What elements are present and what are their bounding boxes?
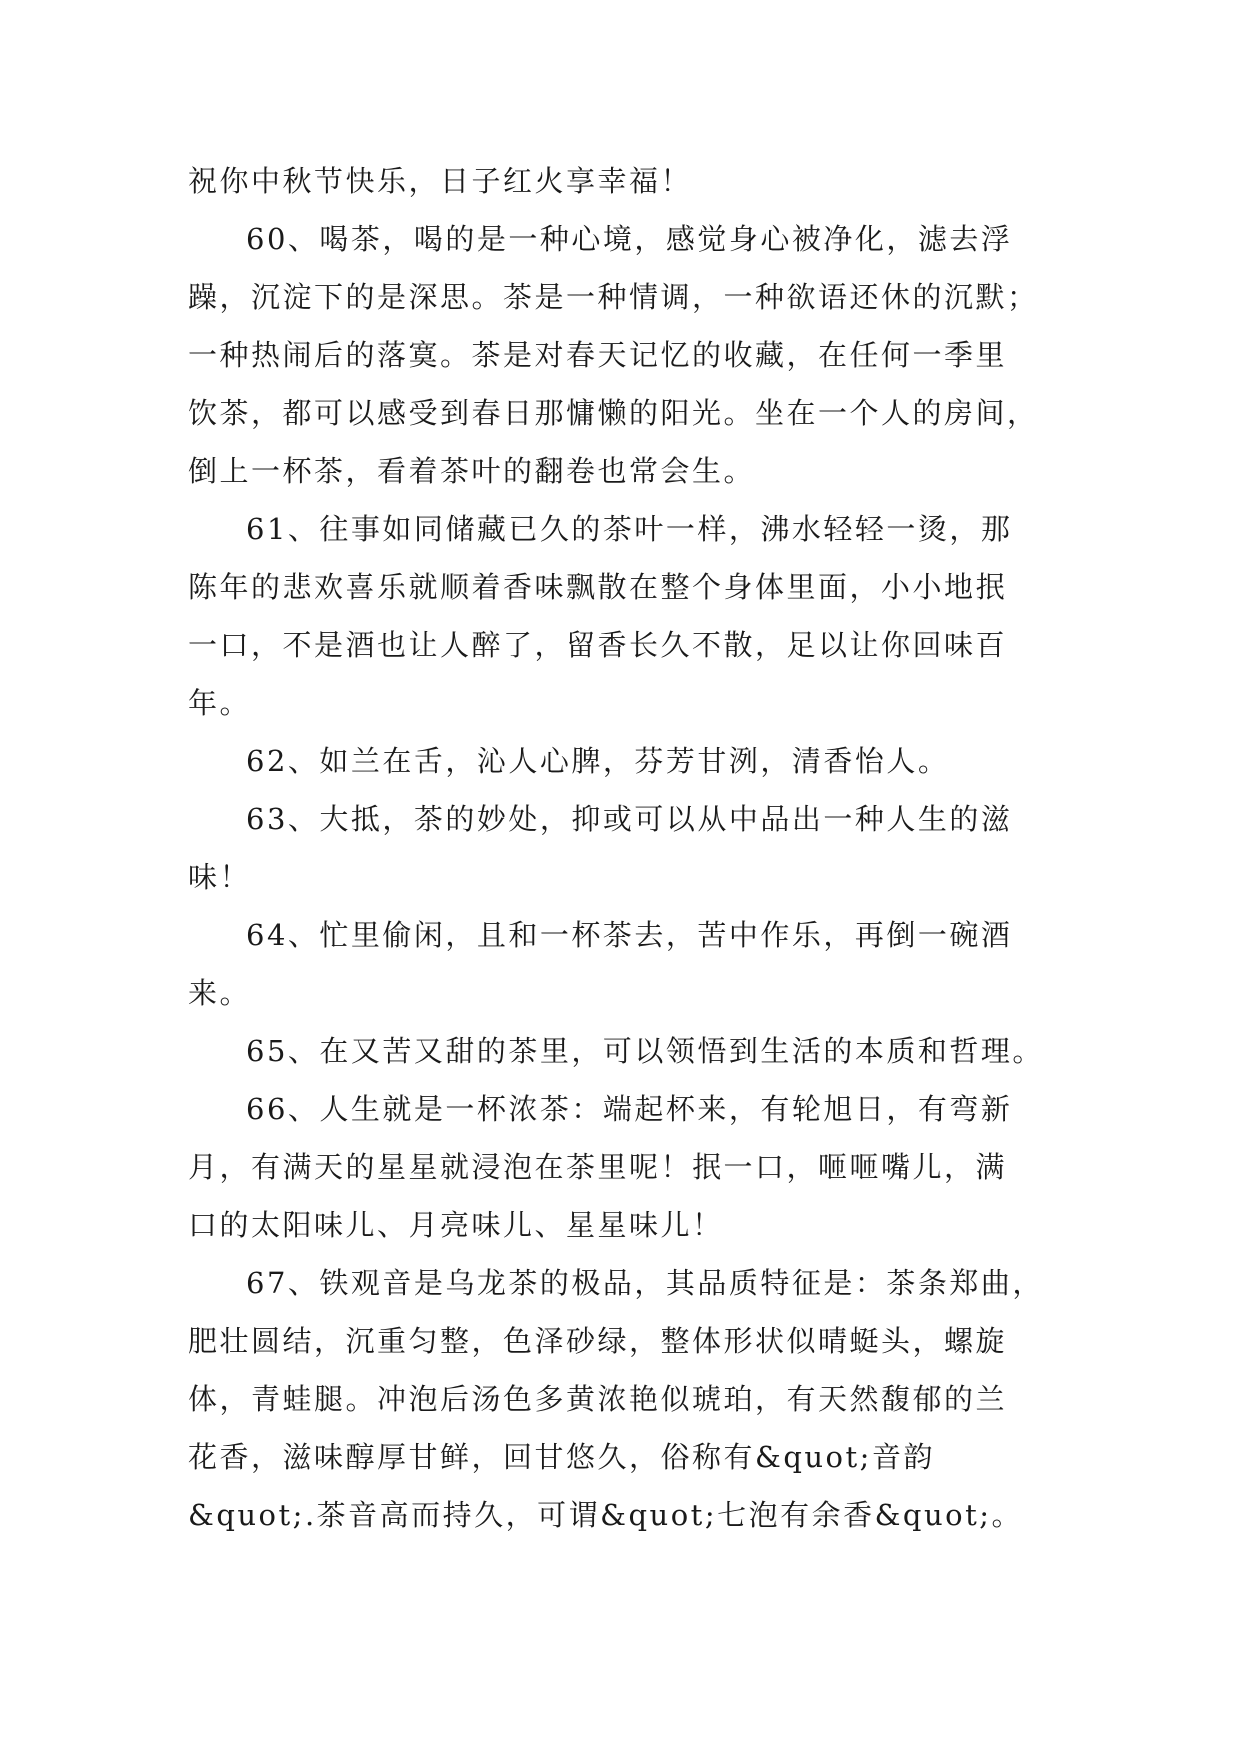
paragraph-60-line-5: 倒上一杯茶，看着茶叶的翻卷也常会生。 — [188, 454, 756, 488]
paragraph-66-line-2: 月，有满天的星星就浸泡在茶里呢！抿一口，咂咂嘴儿，满 — [188, 1150, 1008, 1184]
paragraph-61-line-4: 年。 — [188, 686, 252, 720]
paragraph-61-line-2: 陈年的悲欢喜乐就顺着香味飘散在整个身体里面，小小地抿 — [188, 570, 1008, 604]
paragraph-67-line-3: 体，青蛙腿。冲泡后汤色多黄浓艳似琥珀，有天然馥郁的兰 — [188, 1382, 1008, 1416]
paragraph-62-line-1: 62、如兰在舌，沁人心脾，芬芳甘洌，清香怡人。 — [246, 744, 950, 778]
paragraph-66-line-1: 66、人生就是一杯浓茶：端起杯来，有轮旭日，有弯新 — [246, 1092, 1013, 1126]
paragraph-60-line-3: 一种热闹后的落寞。茶是对春天记忆的收藏，在任何一季里 — [188, 338, 1008, 372]
paragraph-61-line-3: 一口，不是酒也让人醉了，留香长久不散，足以让你回味百 — [188, 628, 1008, 662]
paragraph-60-line-4: 饮茶，都可以感受到春日那慵懒的阳光。坐在一个人的房间， — [188, 396, 1039, 430]
paragraph-66-line-3: 口的太阳味儿、月亮味儿、星星味儿！ — [188, 1208, 724, 1242]
paragraph-65-line-1: 65、在又苦又甜的茶里，可以领悟到生活的本质和哲理。 — [246, 1034, 1044, 1068]
paragraph-67-line-2: 肥壮圆结，沉重匀整，色泽砂绿，整体形状似晴蜓头，螺旋 — [188, 1324, 1008, 1358]
paragraph-60-line-2: 躁，沉淀下的是深思。茶是一种情调，一种欲语还休的沉默； — [188, 280, 1039, 314]
paragraph-64-line-1: 64、忙里偷闲，且和一杯茶去，苦中作乐，再倒一碗酒 — [246, 918, 1013, 952]
paragraph-63-line-2: 味！ — [188, 860, 252, 894]
paragraph-64-line-2: 来。 — [188, 976, 252, 1010]
text-line: 祝你中秋节快乐，日子红火享幸福！ — [188, 164, 693, 198]
paragraph-67-line-5: &quot;.茶音高而持久，可谓&quot;七泡有余香&quot;。 — [188, 1498, 1024, 1532]
document-page — [188, 152, 1048, 1544]
paragraph-60-line-1: 60、喝茶，喝的是一种心境，感觉身心被净化，滤去浮 — [246, 222, 1013, 256]
paragraph-61-line-1: 61、往事如同储藏已久的茶叶一样，沸水轻轻一烫，那 — [246, 512, 1013, 546]
paragraph-63-line-1: 63、大抵，茶的妙处，抑或可以从中品出一种人生的滋 — [246, 802, 1013, 836]
paragraph-67-line-4: 花香，滋味醇厚甘鲜，回甘悠久，俗称有&quot;音韵 — [188, 1440, 935, 1474]
paragraph-67-line-1: 67、铁观音是乌龙茶的极品，其品质特征是：茶条郑曲， — [246, 1266, 1044, 1300]
